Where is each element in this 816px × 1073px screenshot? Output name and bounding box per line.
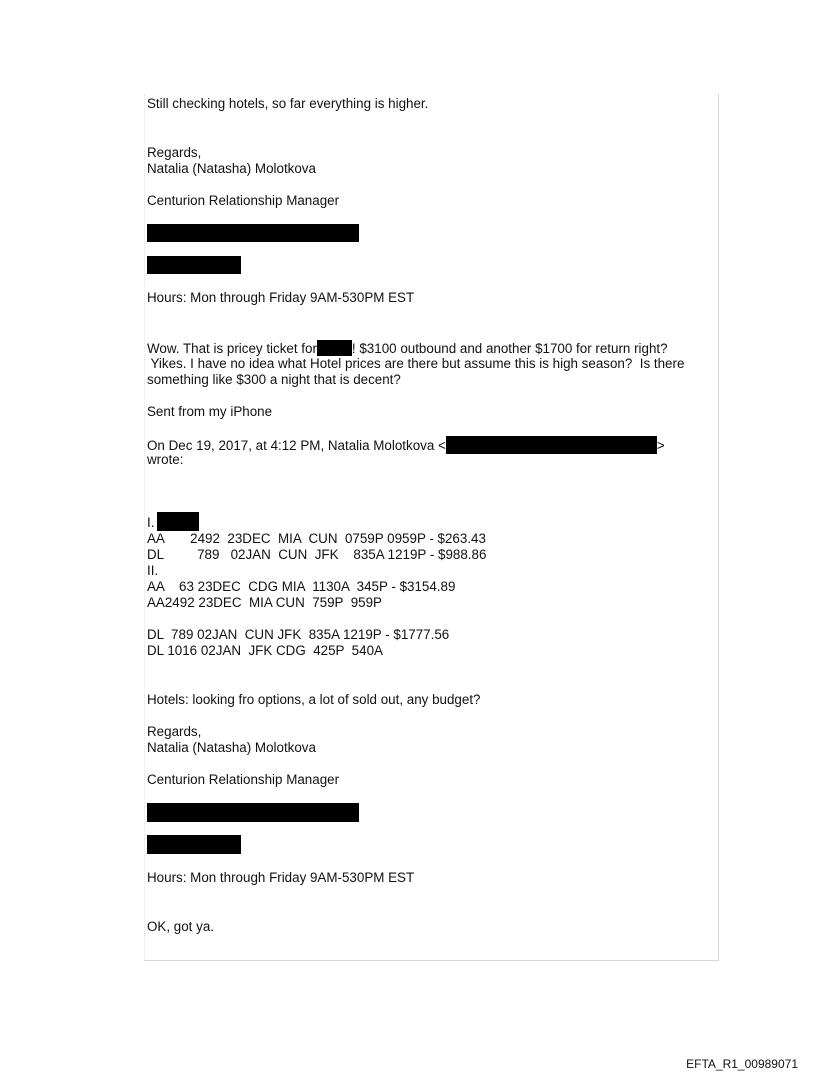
redaction-bar	[157, 512, 199, 531]
quote-header-start: On Dec 19, 2017, at 4:12 PM, Natalia Molotkova <	[147, 438, 446, 453]
option2-label: II.	[147, 563, 159, 578]
bates-number: EFTA_R1_00989071	[686, 1057, 798, 1071]
option2-line3: DL 789 02JAN CUN JFK 835A 1219P - $1777.56	[147, 627, 450, 642]
quote-header-line1	[147, 436, 665, 454]
reply-line1-end: ! $3100 outbound and another $1700 for return right?	[351, 341, 668, 356]
sig1-regards: Regards,	[147, 145, 202, 160]
sig2-title: Centurion Relationship Manager	[147, 772, 340, 787]
redaction-bar	[147, 224, 359, 242]
sig2-name: Natalia (Natasha) Molotkova	[147, 740, 316, 755]
still-checking-line: Still checking hotels, so far everything is higher.	[147, 96, 429, 111]
sig1-name: Natalia (Natasha) Molotkova	[147, 161, 316, 176]
option2-line1: AA 63 23DEC CDG MIA 1130A 345P - $3154.89	[147, 579, 456, 594]
option1-line1: AA 2492 23DEC MIA CUN 0759P 0959P - $263.43	[147, 531, 486, 546]
option1-label: I.	[147, 515, 155, 530]
closing-line: OK, got ya.	[147, 919, 214, 934]
sig1-title: Centurion Relationship Manager	[147, 193, 340, 208]
option1-line2: DL 789 02JAN CUN JFK 835A 1219P - $988.86	[147, 547, 487, 562]
reply-line2: Yikes. I have no idea what Hotel prices are there but assume this is high season? Is there	[147, 356, 685, 371]
sig2-hours: Hours: Mon through Friday 9AM-530PM EST	[147, 870, 415, 885]
redaction-bar	[147, 256, 241, 274]
hotels-line: Hotels: looking fro options, a lot of sold out, any budget?	[147, 692, 481, 707]
email-frame-left-edge	[144, 94, 145, 960]
redaction-bar	[317, 340, 352, 356]
sent-from-line: Sent from my iPhone	[147, 404, 273, 419]
sig1-hours: Hours: Mon through Friday 9AM-530PM EST	[147, 290, 415, 305]
quote-header-end: >	[656, 438, 665, 453]
sig2-regards: Regards,	[147, 724, 202, 739]
reply-line1	[147, 340, 668, 357]
option2-line2: AA2492 23DEC MIA CUN 759P 959P	[147, 595, 382, 610]
redaction-bar	[147, 803, 359, 822]
redaction-bar	[446, 436, 657, 454]
option2-line4: DL 1016 02JAN JFK CDG 425P 540A	[147, 643, 383, 658]
reply-line1-start: Wow. That is pricey ticket for	[147, 341, 317, 356]
quote-header-line2: wrote:	[147, 452, 184, 467]
reply-line3: something like $300 a night that is decent?	[147, 372, 401, 387]
redaction-bar	[147, 835, 241, 854]
